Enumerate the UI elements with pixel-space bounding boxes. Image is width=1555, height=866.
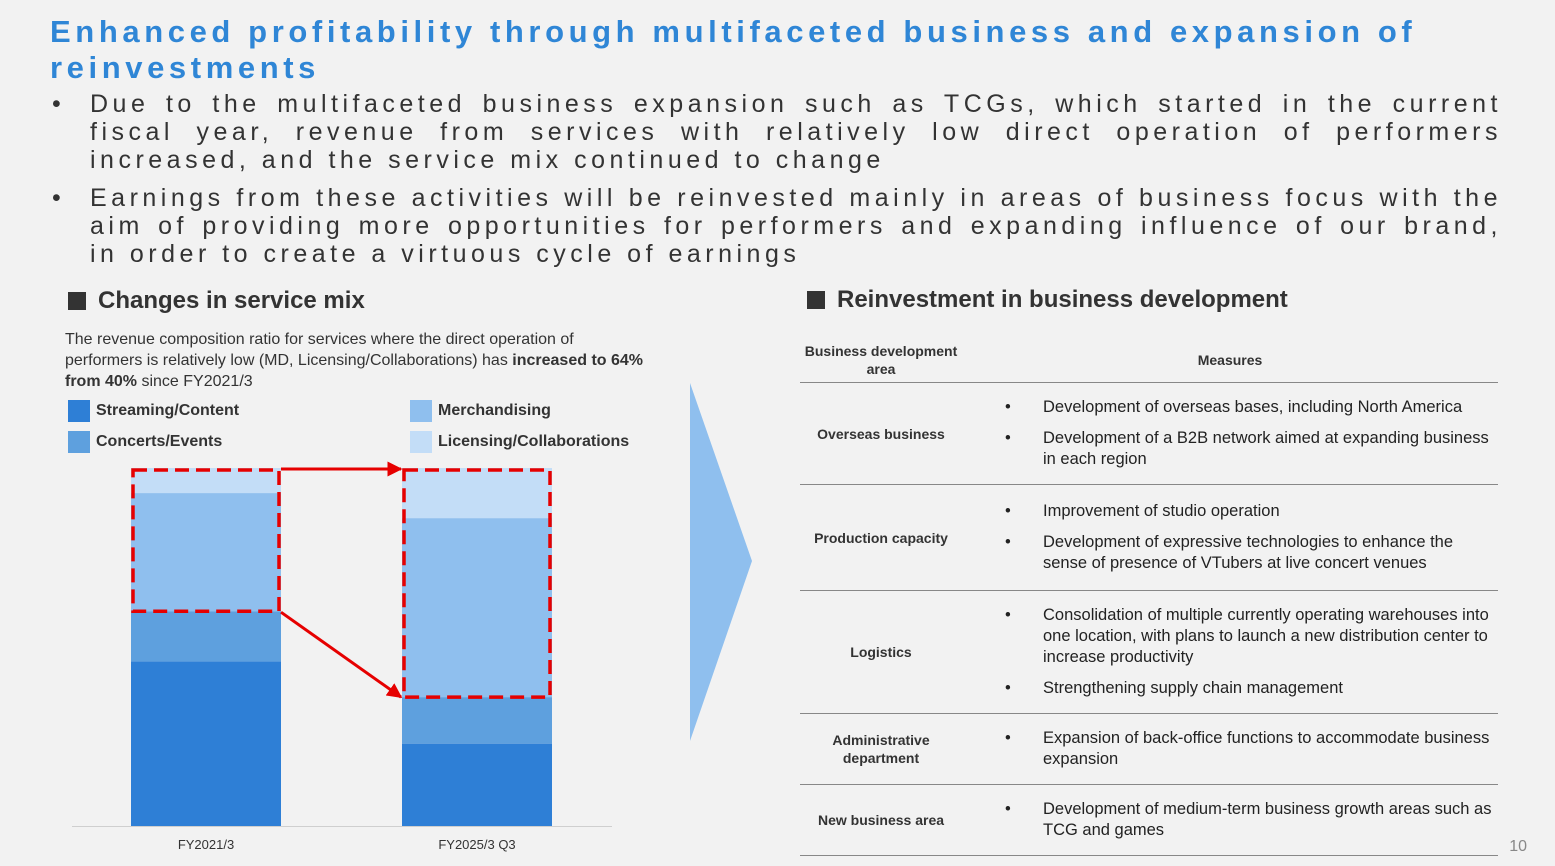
bullet-dot: • (1005, 398, 1011, 416)
heading-square-icon (807, 291, 825, 309)
table-row (800, 591, 1498, 714)
slide-title: Enhanced profitability through multifaceted business and expansion of reinvestments (50, 14, 1417, 85)
bar-segment (131, 611, 281, 661)
measures-cell (962, 785, 1498, 856)
reinvestment-heading (807, 286, 1288, 314)
bullet-dot: • (1005, 800, 1011, 818)
measure-item (963, 728, 1497, 770)
bar-segment (402, 518, 552, 697)
area-cell: Administrative department (800, 714, 962, 785)
bar-segment (131, 493, 281, 611)
bullet-dot: • (1005, 729, 1011, 747)
legend-label: Concerts/Events (96, 433, 223, 450)
bar-segment (402, 697, 552, 744)
measures-cell (962, 591, 1498, 714)
reinvestment-table (800, 333, 1498, 856)
table-row (800, 485, 1498, 591)
bullet-dot: • (1005, 533, 1011, 551)
table-row (800, 714, 1498, 785)
x-tick-label: FY2025/3 Q3 (438, 837, 516, 852)
measure-item (963, 605, 1497, 668)
reinvestment-heading-text: Reinvestment in business development (837, 286, 1288, 313)
desc-text-end: since FY2021/3 (137, 373, 253, 390)
measure-text: Improvement of studio operation (1043, 502, 1280, 520)
bar-segment (402, 468, 552, 518)
page-number: 10 (1509, 838, 1527, 855)
bullet-text: Due to the multifaceted business expansion such as TCGs, which started in the current fiscal year, revenue from services with relatively low direct operation of performers increased, and the service mix continued to change (90, 90, 1502, 174)
flow-arrow-icon (688, 383, 756, 743)
bullet-dot: • (1005, 429, 1011, 447)
desc-highlight: increased to 64% from 40% (65, 352, 644, 390)
bar-segment (131, 661, 281, 826)
measure-text: Development of expressive technologies to enhance the sense of presence of VTubers at live concert venues (1043, 533, 1454, 572)
measure-item (963, 397, 1497, 418)
bar-segment (131, 468, 281, 493)
bullet-dot: • (1005, 679, 1011, 697)
bullet-text: Earnings from these activities will be reinvested mainly in areas of business focus with the aim of providing more opportunities for performers and expanding influence of our brand, in order to create a virtuous cycle of earnings (90, 184, 1502, 268)
area-cell: Logistics (800, 591, 962, 714)
service-mix-heading-text: Changes in service mix (98, 287, 365, 314)
area-cell: Overseas business (800, 383, 962, 485)
legend-label: Merchandising (438, 402, 551, 419)
legend-label: Streaming/Content (96, 402, 240, 419)
area-cell: Production capacity (800, 485, 962, 591)
bullet-dot: • (1005, 606, 1011, 624)
area-cell: New business area (800, 785, 962, 856)
measures-cell (962, 714, 1498, 785)
measures-cell (962, 383, 1498, 485)
measure-item (963, 799, 1497, 841)
measure-text: Consolidation of multiple currently operating warehouses into one location, with plans to launch a new distribution center to increase productivity (1043, 606, 1489, 666)
bar-segment (402, 744, 552, 826)
table-row (800, 383, 1498, 485)
col-header-measures: Measures (962, 333, 1498, 383)
bullet-dot: • (52, 90, 61, 118)
measure-text: Expansion of back-office functions to accommodate business expansion (1043, 729, 1490, 768)
legend-label: Licensing/Collaborations (438, 433, 630, 450)
measure-item (963, 532, 1497, 574)
x-tick-label: FY2021/3 (177, 837, 235, 852)
measure-item (963, 428, 1497, 470)
service-mix-chart (0, 0, 690, 866)
measure-item (963, 678, 1497, 699)
measure-text: Development of a B2B network aimed at expanding business in each region (1043, 429, 1489, 468)
mid-arrow (281, 612, 401, 697)
table-row (800, 785, 1498, 856)
measure-text: Development of medium-term business growth areas such as TCG and games (1043, 800, 1492, 839)
bullet-dot: • (1005, 502, 1011, 520)
desc-text: The revenue composition ratio for services where the direct operation of performers is relatively low (MD, Licensing/Collaborations) has (65, 331, 574, 369)
measure-text: Development of overseas bases, including North America (1043, 398, 1463, 416)
table-header-row (800, 333, 1498, 383)
bullet-dot: • (52, 184, 61, 212)
measure-text: Strengthening supply chain management (1043, 679, 1343, 697)
measures-cell (962, 485, 1498, 591)
col-header-area: Business development area (800, 333, 962, 383)
measure-item (963, 501, 1497, 522)
